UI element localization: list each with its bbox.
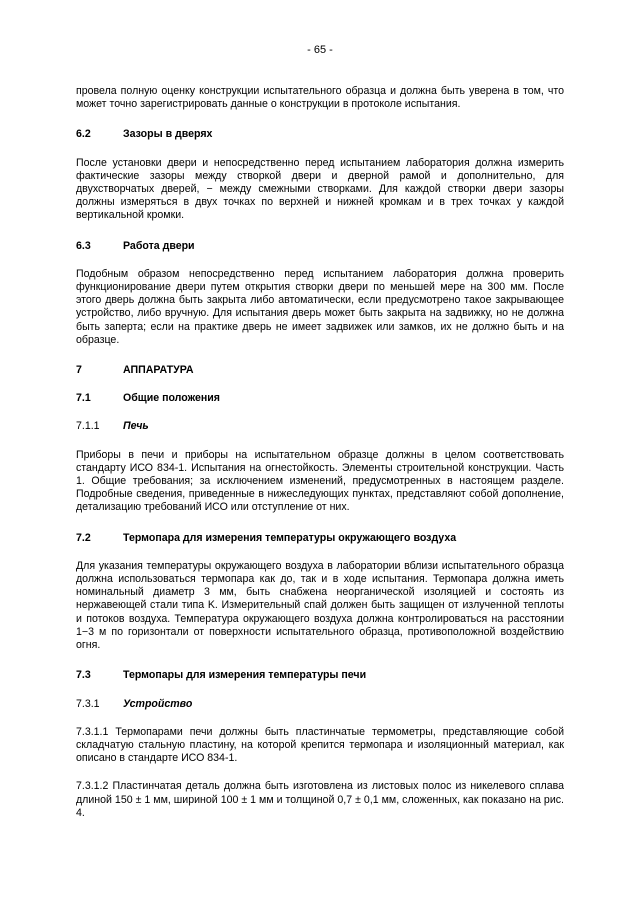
section-heading-7-2 — [76, 532, 564, 545]
section-heading-6-3 — [76, 240, 564, 253]
section-heading-7-3-1 — [76, 698, 564, 711]
section-number: 7.1.1 — [76, 420, 100, 433]
document-body — [76, 85, 564, 820]
section-heading-6-2 — [76, 128, 564, 141]
section-title: АППАРАТУРА — [123, 364, 194, 377]
section-title: Работа двери — [123, 239, 195, 252]
section-heading-7-3 — [76, 669, 564, 682]
section-number: 7.3 — [76, 669, 91, 682]
paragraph-6-2: После установки двери и непосредственно перед испытанием лаборатория должна измерить фактические зазоры между створкой двери и дверной рамой и дополнительно, для двухстворчатых дверей, − между смежными створками. Для каждой створки двери зазоры должны измеряться в двух точках по верхней и нижней кромкам и в трех точках у каждой вертикальной кромки. — [76, 156, 564, 222]
section-title: Печь — [123, 420, 149, 433]
paragraph-7-3-1-2: 7.3.1.2 Пластинчатая деталь должна быть изготовлена из листовых полос из никелевого сплава длиной 150 ± 1 мм, шириной 100 ± 1 мм и толщиной 0,7 ± 0,1 мм, сложенных, как показано на рис. 4. — [76, 780, 564, 819]
section-heading-7-1 — [76, 392, 564, 405]
section-title: Общие положения — [123, 392, 220, 405]
paragraph-6-3: Подобным образом непосредственно перед испытанием лаборатория должна проверить функционирование двери путем открытия створки двери по меньшей мере на 300 мм. После этого дверь должна быть закрыта либо автоматически, если предусмотрено такое закрывающее устройство, либо вручную. Для испытания дверь может быть закрыта на задвижку, но не должна быть заперта; если на практике дверь не имеет задвижек или замков, их не должно быть и на образце. — [76, 267, 564, 346]
section-title: Термопары для измерения температуры печи — [123, 669, 367, 682]
section-title: Термопара для измерения температуры окружающего воздуха — [123, 531, 457, 544]
paragraph-intro: провела полную оценку конструкции испытательного образца и должна быть уверена в том, что может точно зарегистрировать данные о конструкции в протоколе испытания. — [76, 85, 564, 111]
page-number: - 65 - — [307, 44, 333, 56]
section-number: 6.2 — [76, 128, 91, 141]
section-number: 7.1 — [76, 392, 91, 405]
section-heading-7-1-1 — [76, 420, 564, 433]
section-title: Устройство — [123, 697, 193, 710]
paragraph-7-3-1-1: 7.3.1.1 Термопарами печи должны быть пластинчатые термометры, представляющие собой складчатую стальную пластину, на которой крепится термопара и изоляционный материал, как описано в стандарте ИСО 834-1. — [76, 725, 564, 765]
section-number: 7.3.1 — [76, 697, 100, 710]
section-number: 7.2 — [76, 531, 91, 544]
section-number: 6.3 — [76, 239, 91, 252]
paragraph-7-2: Для указания температуры окружающего воздуха в лаборатории вблизи испытательного образца должна использоваться термопара как до, так и в ходе испытания. Термопара должна иметь номинальный диаметр 3 мм, быть снабжена неорганической изоляцией и состоять из нержавеющей стали типа K. Измерительный спай должен быть защищен от излученной теплоты и потоков воздуха. Температура окружающего воздуха должна контролироваться на расстоянии 1−3 м по горизонтали от поверхности испытательного образца, противоположной воздействию огня. — [76, 559, 564, 652]
section-title: Зазоры в дверях — [123, 128, 213, 141]
section-number: 7 — [76, 364, 82, 377]
section-heading-7 — [76, 364, 564, 377]
paragraph-7-1-1: Приборы в печи и приборы на испытательном образце должны в целом соответствовать стандарту ИСО 834-1. Испытания на огнестойкость. Элементы строительной конструкции. Часть 1. Общие требования; за исключением изменений, предусмотренных в настоящем разделе. Подробные сведения, приведенные в нижеследующих пунктах, представляют собой дополнение, детализацию требований ИСО или отступление от них. — [76, 448, 564, 514]
